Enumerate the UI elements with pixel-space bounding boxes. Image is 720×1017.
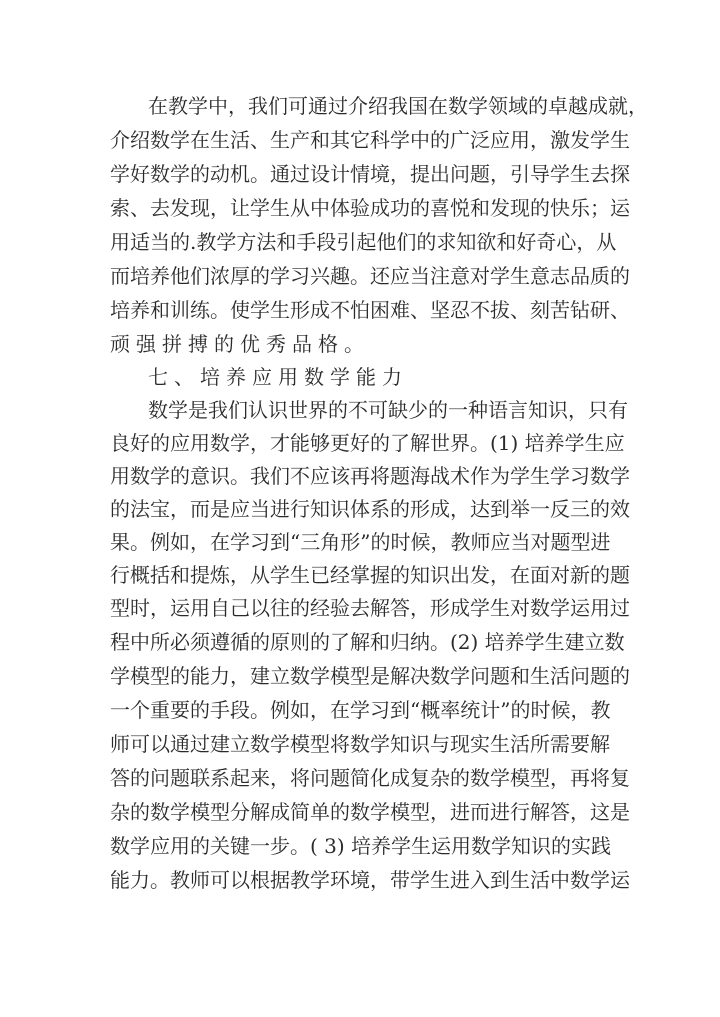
paragraph-line: 型时，运用自己以往的经验去解答，形成学生对数学运用过 (110, 596, 630, 620)
paragraph-line: 一个重要的手段。例如，在学习到“概率统计”的时候，教 (110, 698, 611, 722)
paragraph-line: 学模型的能力，建立数学模型是解决数学问题和生活问题的 (110, 664, 630, 688)
paragraph-line: 答的问题联系起来，将问题简化成复杂的数学模型，再将复 (110, 766, 630, 790)
paragraph-line: 果。例如，在学习到“三角形”的时候，教师应当对题型进 (110, 530, 611, 554)
paragraph-line: 数学是我们认识世界的不可缺少的一种语言知识，只有 (148, 398, 628, 422)
paragraph-line: 索、去发现，让学生从中体验成功的喜悦和发现的快乐；运 (110, 196, 630, 220)
paragraph-line: 数学应用的关键一步。( 3) 培养学生运用数学知识的实践 (110, 834, 612, 858)
paragraph-line: 培养和训练。使学生形成不怕困难、坚忍不拔、刻苦钻研、 (110, 298, 630, 322)
paragraph-line: 能力。教师可以根据教学环境，带学生进入到生活中数学运 (110, 868, 630, 892)
paragraph-line: 学好数学的动机。通过设计情境，提出问题，引导学生去探 (110, 162, 630, 186)
paragraph-line: 的法宝，而是应当进行知识体系的形成，达到举一反三的效 (110, 497, 630, 521)
paragraph-line: 师可以通过建立数学模型将数学知识与现实生活所需要解 (110, 732, 610, 756)
paragraph-line: 在教学中，我们可通过介绍我国在数学领域的卓越成就， (148, 94, 648, 118)
paragraph-line: 用适当的.教学方法和手段引起他们的求知欲和好奇心，从 (110, 230, 617, 254)
paragraph-line: 程中所必须遵循的原则的了解和归纳。(2) 培养学生建立数 (110, 630, 625, 654)
paragraph-line: 用数学的意识。我们不应该再将题海战术作为学生学习数学 (110, 464, 630, 488)
paragraph-line: 良好的应用数学，才能够更好的了解世界。(1) 培养学生应 (110, 431, 625, 455)
paragraph-line: 杂的数学模型分解成简单的数学模型，进而进行解答，这是 (110, 800, 630, 824)
paragraph-line: 而培养他们浓厚的学习兴趣。还应当注意对学生意志品质的 (110, 264, 630, 288)
section-heading: 七、培养应用数学能力 (148, 365, 408, 389)
paragraph-line: 顽强拼搏的优秀品格。 (110, 332, 370, 356)
paragraph-line: 行概括和提炼，从学生已经掌握的知识出发，在面对新的题 (110, 563, 630, 587)
paragraph-line: 介绍数学在生活、生产和其它科学中的广泛应用，激发学生 (110, 128, 630, 152)
